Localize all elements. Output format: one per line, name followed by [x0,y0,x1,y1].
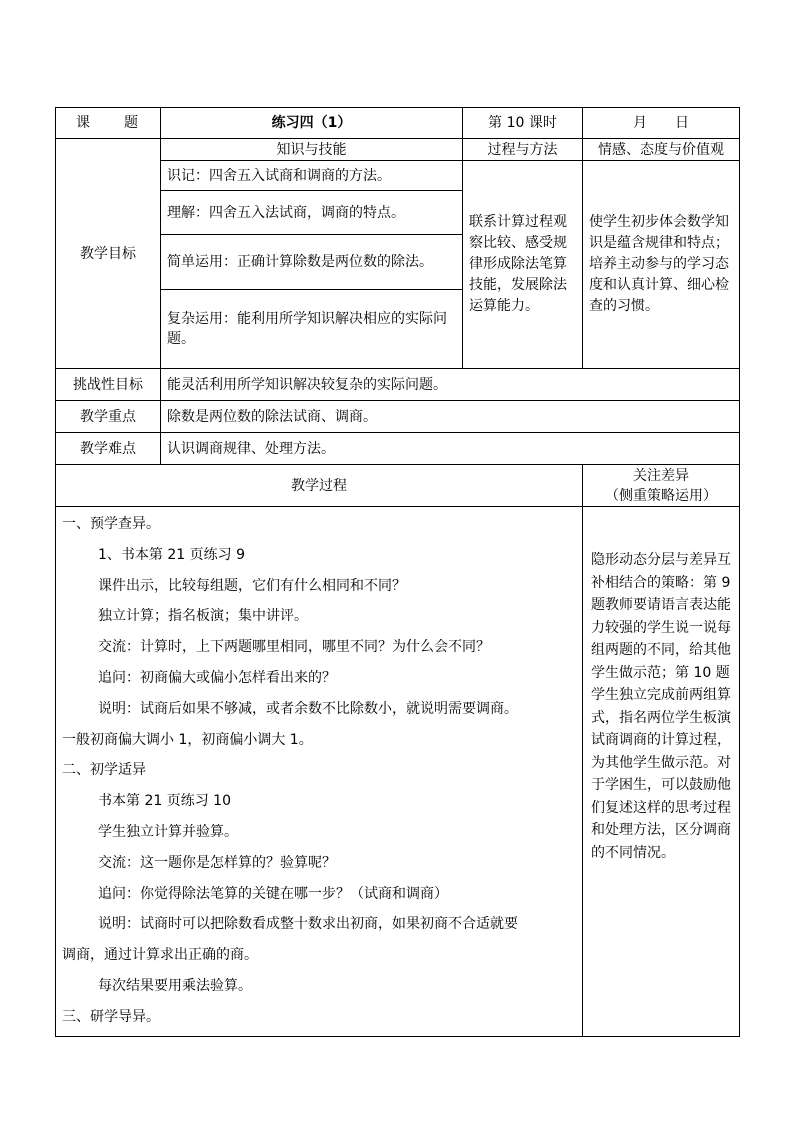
goal-simple-apply: 简单运用：正确计算除数是两位数的除法。 [161,235,463,290]
process-line: 说明：试商后如果不够减，或者余数不比除数小，就说明需要调商。 [98,700,518,717]
challenge-text: 能灵活利用所学知识解决较复杂的实际问题。 [161,369,740,401]
lesson-number: 第 10 课时 [463,108,583,139]
lesson-plan-table [55,107,740,1037]
process-line: 追问：初商偏大或偏小怎样看出来的？ [98,669,336,686]
goal-memorize: 识记：四舍五入试商和调商的方法。 [161,161,463,191]
process-line: 一般初商偏大调小 1，初商偏小调大 1。 [62,731,313,748]
topic-label: 课 题 [56,108,161,139]
process-line: 课件出示，比较每组题，它们有什么相同和不同？ [98,577,406,594]
process-line: 说明：试商时可以把除数看成整十数求出初商，如果初商不合适就要 [98,916,518,933]
process-line: 书本第 21 页练习 10 [98,793,231,810]
teaching-process-content [56,507,583,1037]
challenge-label: 挑战性目标 [56,369,161,401]
process-line: 一、预学查异。 [62,516,160,532]
key-point-row [56,401,740,433]
process-line: 每次结果要用乘法验算。 [98,977,252,994]
key-point-text: 除数是两位数的除法试商、调商。 [161,401,740,433]
emotion-value-header: 情感、态度与价值观 [583,139,740,161]
strategy-header-subtitle: （侧重策略运用） [605,487,717,504]
challenge-row [56,369,740,401]
process-line: 交流：这一题你是怎样算的？验算呢？ [98,854,336,871]
strategy-note: 隐形动态分层与差异互补相结合的策略：第 9 题教师要请语言表达能力较强的学生说一说每组两题的不同，给其他学生做示范；第 10 题学生独立完成前两组算式，指名两位学生板演试商调商的计算过程，为其他学生做示范。对于学困生，可以鼓励他们复述这样的思考过程和处理方法，区分调商的不同情况。 [583,507,740,1037]
lesson-title: 练习四（1） [161,108,463,139]
process-line: 二、初学适异 [62,762,146,779]
difficulty-label: 教学难点 [56,433,161,465]
lesson-date: 月 日 [583,108,740,139]
process-line: 1、书本第 21 页练习 9 [98,546,245,563]
difficulty-text: 认识调商规律、处理方法。 [161,433,740,465]
process-line: 学生独立计算并验算。 [98,823,238,840]
process-method-header: 过程与方法 [463,139,583,161]
header-row [56,108,740,139]
knowledge-skill-header: 知识与技能 [161,139,463,161]
process-line: 追问：你觉得除法笔算的关键在哪一步？（试商和调商） [98,885,448,902]
process-line: 独立计算；指名板演；集中讲评。 [98,608,308,625]
process-method-text: 联系计算过程观察比较、感受规律形成除法笔算技能，发展除法运算能力。 [463,161,583,369]
goal-understand: 理解：四舍五入法试商，调商的特点。 [161,191,463,235]
strategy-header-title: 关注差异 [633,467,689,484]
key-point-label: 教学重点 [56,401,161,433]
strategy-header [583,465,740,507]
difficulty-row [56,433,740,465]
goal-complex-apply: 复杂运用：能利用所学知识解决相应的实际问题。 [161,290,463,369]
teaching-goals-label: 教学目标 [56,139,161,369]
goal-columns-row [56,139,740,161]
process-line: 三、研学导异。 [62,1008,160,1025]
process-line: 交流：计算时，上下两题哪里相同，哪里不同？为什么会不同？ [98,639,490,656]
process-line: 调商，通过计算求出正确的商。 [62,947,258,964]
emotion-value-text: 使学生初步体会数学知识是蕴含规律和特点；培养主动参与的学习态度和认真计算、细心检查的习惯。 [583,161,740,369]
teaching-process-header: 教学过程 [56,465,583,507]
process-body-row [56,507,740,1037]
process-header-row [56,465,740,507]
